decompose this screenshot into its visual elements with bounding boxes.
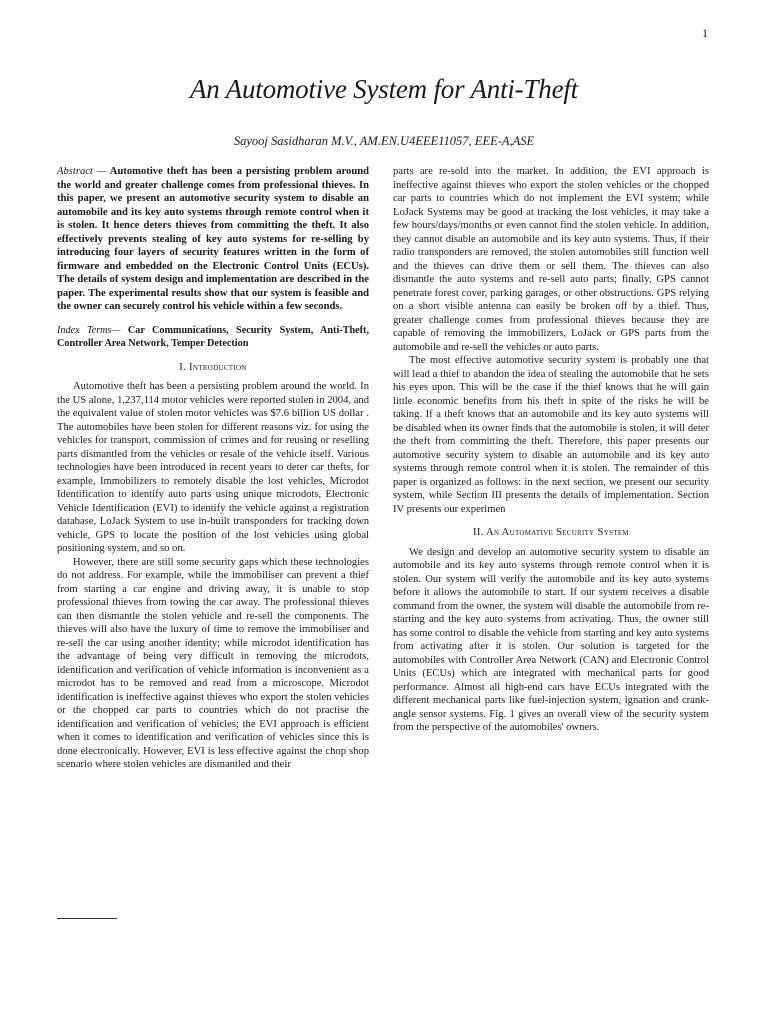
page-number: 1: [702, 26, 708, 40]
index-terms: [57, 324, 369, 351]
paper-title: An Automotive System for Anti-Theft: [190, 74, 578, 104]
abstract-lead: Abstract —: [57, 166, 107, 177]
footnote-rule: [57, 918, 117, 919]
left-column: [57, 165, 369, 772]
paragraph: parts are re-sold into the market. In addition, the EVI approach is ineffective against thieves who export the stolen vehicles or the chopped car parts to countries which do not implement the EVI system; while LoJack Systems may be good at tracking the lost vehicles, it may take a few hours/days/months or even cannot find the stolen vehicle. In addition, they cannot disable an automobile and its key auto systems. Thus, if their radio transponders are removed, the stolen automobiles still function well and the thieves can drive them or sell them. The thieves can also dismantle the auto systems and re-sell auto parts; finally, GPS cannot penetrate forest cover, parking garages, or other obstructions. GPS relying on a short visible antenna can easily be broken off by a thief. Thus, greater challenge comes from professional thieves because they are capable of removing the immobilizers, LoJack or GPS parts from the automobile and re-sell the vehicles or auto parts.: [393, 166, 709, 353]
abstract: [57, 165, 369, 314]
paragraph: However, there are still some security gaps which these technologies do not address. For example, while the immobiliser can prevent a thief from starting a car engine and driving away, it is unable to stop professional thieves from towing the car away. The professional thieves can then dismantle the stolen vehicle and re-sell the components. The thieves will also have the luxury of time to remove the immobiliser and re-sell the car using another identity; while microdot identification has the advantage of being very difficult in removing the microdots, identification and verification of vehicle information is inconvenient as a microdot has to be removed and read from a microscope. Microdot identification is ineffective against thieves who export the stolen vehicles or the chopped car parts to countries which do not practise the identification and verification of vehicles; the EVI approach is efficient when it comes to identification and verification of vehicles since this is done electronically. However, EVI is less effective against the chop shop scenario where stolen vehicles are dismantled and their: [57, 556, 369, 770]
paragraph: Automotive theft has been a persisting problem around the world. In the US alone, 1,237,114 motor vehicles were reported stolen in 2004, and the equivalent value of stolen motor vehicles was $7.6 billion US dollar . The automobiles have been stolen for different reasons viz. for using the vehicles for transport, commission of crimes and for reusing or reselling parts dismantled from the vehicles or resale of the vehicle itself. Various technologies have been introduced in recent years to deter car thefts, for example, Immobilizers to remotely disable the lost vehicles, Microdot Identification to identify auto parts using unique microdots, Electronic Vehicle Identification (EVI) to identify the vehicle against a registration database, LoJack System to use in-built transponders for tracking down vehicle, GPS to locate the position of the lost vehicles using global positioning system, and so on.: [57, 381, 369, 554]
section-heading-introduction: I. Introduction: [179, 361, 247, 373]
abstract-text: Automotive theft has been a persisting problem around the world and greater challenge comes from professional thieves. In this paper, we present an automotive security system to disable an automobile and its key auto systems through remote control when it is stolen. It hence deters thieves from committing the theft. It also effectively prevents stealing of key auto systems for re-selling by introducing four layers of security features written in the form of firmware and embedded on the Electronic Control Units (ECUs). The details of system design and implementation are described in the paper. The experimental results show that our system is feasible and the owner can securely control his vehicle within a few seconds.: [57, 166, 369, 312]
right-column: [393, 165, 709, 735]
paragraph: The most effective automotive security system is probably one that will lead a thief to abandon the idea of stealing the automobile that he sets his eyes upon. This will be the case if the thief knows that he will gain little economic benefits from his theft in spite of the risks he will be taking. If a theft knows that an automobile and its key auto systems will be disabled when its owner finds that the automobile is stolen, it will deter the theft from committing the theft. Therefore, this paper presents our automotive security system to disable an automobile and its key auto systems through remote control when it is stolen. The remainder of this paper is organized as follows: in the next section, we present our security system, while Section III presents the details of implementation. Section IV presents our experimen: [393, 355, 709, 515]
index-terms-text: Car Communications, Security System, Anti-Theft, Controller Area Network, Temper Detection: [57, 324, 369, 349]
section-heading-security-system: II. An Automative Security System: [473, 527, 629, 538]
index-terms-lead: Index Terms—: [57, 324, 121, 336]
paragraph: We design and develop an automotive security system to disable an automobile and its key auto systems through remote control when it is stolen. Our system will verify the automobile and its key auto systems before it allows the automobile to start. If our system receives a disable command from the owner, the system will disable the automobile from re-starting and the key auto systems from activating. Thus, the owner still has some control to disable the vehicle from starting and key auto systems from activating after it is stolen. Our solution is targeted for the automobiles with Controller Area Network (CAN) and Electronic Control Units (ECUs) which are integrated with mechanical parts for good performance. Almost all high-end cars have ECUs integrated with the different mechanical parts like fuel-injection system, ignation and crank-angle sensor systems. Fig. 1 gives an overall view of the security system from the perspective of the automobiles' owners.: [393, 546, 709, 733]
author-line: Sayooj Sasidharan M.V., AM.EN.U4EEE11057, EEE-A,ASE: [233, 134, 535, 148]
